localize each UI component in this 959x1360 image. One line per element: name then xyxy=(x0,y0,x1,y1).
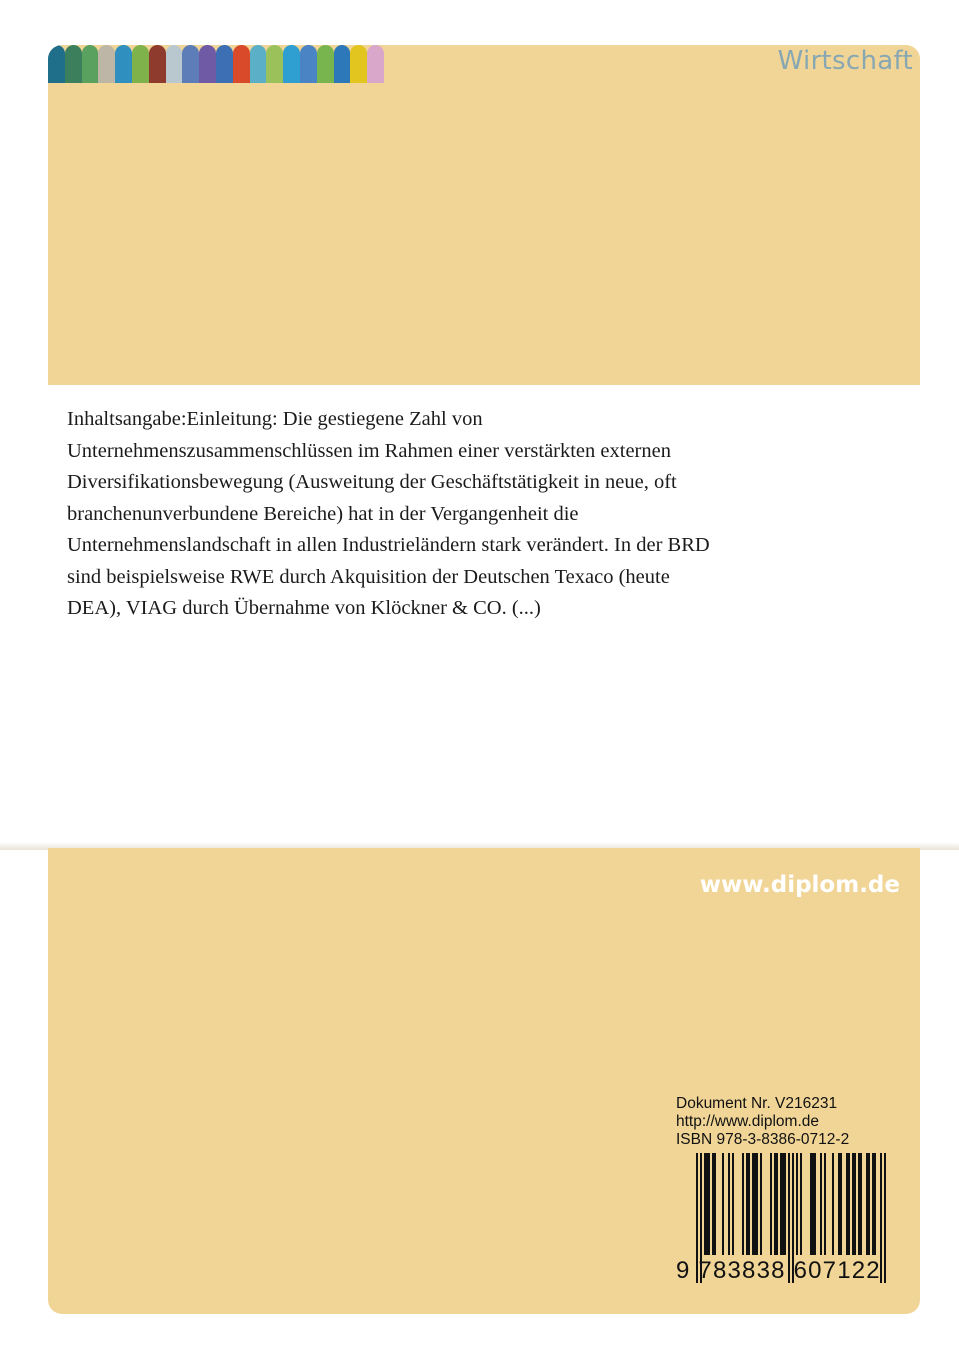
barcode-bar xyxy=(712,1153,714,1255)
barcode-bar xyxy=(854,1153,856,1255)
barcode-bar xyxy=(840,1153,842,1255)
abstract-line: Diversifikationsbewegung (Ausweitung der Geschäftstätigkeit in neue, oft xyxy=(67,471,677,493)
barcode-digits: 9 783838 607122 xyxy=(676,1257,881,1284)
color-stripe xyxy=(115,45,132,83)
color-stripe xyxy=(98,45,115,83)
barcode-bar xyxy=(704,1153,706,1255)
color-stripes xyxy=(48,45,384,83)
barcode-bar xyxy=(714,1153,716,1255)
color-stripe xyxy=(149,45,166,83)
abstract-line: Unternehmenszusammenschlüssen im Rahmen einer verstärkten externen xyxy=(67,439,671,462)
barcode-bar xyxy=(742,1153,744,1255)
barcode-bar xyxy=(852,1153,854,1255)
barcode-bar xyxy=(756,1153,758,1255)
barcode-bar xyxy=(860,1153,862,1255)
barcode-bar xyxy=(820,1153,822,1255)
barcode-bar xyxy=(754,1153,756,1255)
color-stripe xyxy=(250,45,267,83)
top-color-panel xyxy=(48,45,920,385)
abstract-line: Unternehmenslandschaft in allen Industrieländern stark verändert. In der BRD xyxy=(67,534,710,556)
color-stripe xyxy=(300,45,317,83)
barcode-bar xyxy=(872,1153,874,1255)
barcode-bar xyxy=(848,1153,850,1255)
barcode-bar xyxy=(832,1153,834,1255)
color-stripe xyxy=(199,45,216,83)
color-stripe xyxy=(48,45,65,83)
color-stripe xyxy=(182,45,199,83)
barcode-bar xyxy=(796,1153,798,1255)
barcode-bar xyxy=(782,1153,784,1255)
barcode-bar xyxy=(776,1153,778,1255)
barcode-bar xyxy=(868,1153,870,1255)
barcode-bar xyxy=(746,1153,748,1255)
barcode-bar xyxy=(708,1153,710,1255)
abstract-text xyxy=(67,404,787,625)
color-stripe xyxy=(216,45,233,83)
barcode-bar xyxy=(846,1153,848,1255)
barcode-bar xyxy=(838,1153,840,1255)
color-stripe xyxy=(283,45,300,83)
barcode-bar xyxy=(812,1153,814,1255)
barcode-bar xyxy=(770,1153,772,1255)
abstract-line: Inhaltsangabe:Einleitung: Die gestiegene Zahl von xyxy=(67,408,483,430)
barcode-bar xyxy=(760,1153,762,1255)
color-stripe xyxy=(82,45,99,83)
barcode-bar xyxy=(814,1153,816,1255)
color-stripe xyxy=(317,45,334,83)
abstract-line: branchenunverbundene Bereiche) hat in der Vergangenheit die xyxy=(67,502,579,525)
abstract-line: DEA), VIAG durch Übernahme von Klöckner & CO. (...) xyxy=(67,597,541,619)
barcode-bar xyxy=(874,1153,876,1255)
barcode-bar xyxy=(858,1153,860,1255)
document-info xyxy=(676,1095,849,1149)
barcode-bar xyxy=(732,1153,734,1255)
color-stripe xyxy=(350,45,367,83)
barcode-bar xyxy=(722,1153,724,1255)
barcode-bar xyxy=(752,1153,754,1255)
isbn-label: ISBN 978-3-8386-0712-2 xyxy=(676,1131,850,1148)
color-stripe xyxy=(65,45,82,83)
barcode-bar xyxy=(824,1153,826,1255)
color-stripe xyxy=(266,45,283,83)
document-number: Dokument Nr. V216231 xyxy=(676,1095,838,1112)
barcode-bar xyxy=(728,1153,730,1255)
barcode-bar xyxy=(780,1153,782,1255)
barcode-bar xyxy=(810,1153,812,1255)
color-stripe xyxy=(233,45,250,83)
document-url: http://www.diplom.de xyxy=(676,1113,820,1130)
color-stripe xyxy=(367,45,384,83)
publisher-website[interactable]: www.diplom.de xyxy=(699,872,900,898)
color-stripe xyxy=(334,45,351,83)
barcode-bar xyxy=(774,1153,776,1255)
category-label: Wirtschaft xyxy=(777,46,913,76)
color-stripe xyxy=(166,45,183,83)
barcode-bar xyxy=(706,1153,708,1255)
abstract-line: sind beispielsweise RWE durch Akquisition der Deutschen Texaco (heute xyxy=(67,565,670,588)
color-stripe xyxy=(132,45,149,83)
barcode-bar xyxy=(800,1153,802,1255)
barcode-bar xyxy=(784,1153,786,1255)
barcode-bar xyxy=(866,1153,868,1255)
barcode-bar xyxy=(748,1153,750,1255)
